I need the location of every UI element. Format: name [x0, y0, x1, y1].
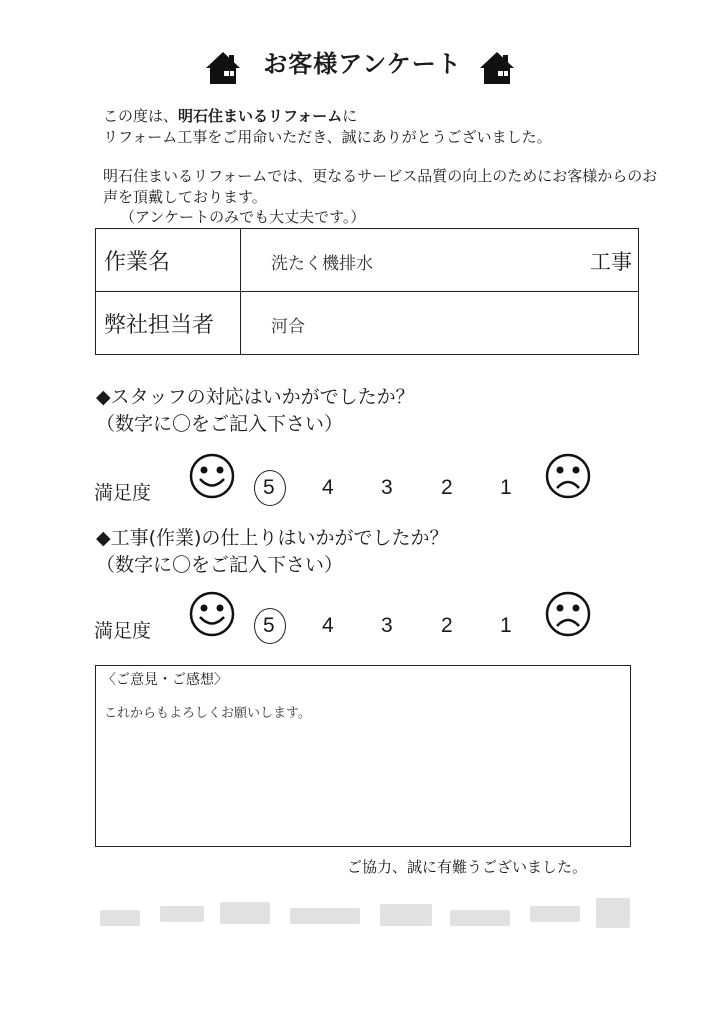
q2-option-2[interactable]: 2: [441, 614, 453, 637]
info-table: [95, 228, 639, 355]
q1-satisfaction-label: 満足度: [94, 482, 152, 504]
thanks-text: ご協力、誠に有難うございました。: [347, 858, 588, 876]
q1-option-5[interactable]: 5: [263, 476, 275, 499]
company-name: 明石住まいるリフォーム: [178, 107, 343, 125]
q1-option-4[interactable]: 4: [322, 476, 334, 499]
staff-value: 河合: [271, 317, 305, 337]
comment-title: 〈ご意見・ご感想〉: [102, 672, 228, 688]
intro-line1-post: に: [342, 107, 358, 125]
work-suffix: 工事: [590, 250, 632, 274]
q1-option-3[interactable]: 3: [381, 476, 393, 499]
staff-row: [96, 292, 639, 355]
q2-instruction: （数字に〇をご記入下さい）: [96, 554, 344, 576]
q1-instruction: （数字に〇をご記入下さい）: [96, 413, 344, 435]
smiley-face-icon: [188, 590, 236, 638]
frowning-face-icon: [544, 590, 592, 638]
intro-text: [103, 106, 552, 148]
comment-text: これからもよろしくお願いします。: [104, 706, 311, 721]
frowning-face-icon: [544, 452, 592, 500]
q1-option-1[interactable]: 1: [500, 476, 512, 499]
intro-line2: リフォーム工事をご用命いただき、誠にありがとうございました。: [103, 128, 552, 146]
page-title: お客様アンケート: [263, 50, 462, 78]
work-row: [96, 229, 639, 292]
faded-footer-mark: [100, 888, 640, 948]
smiley-face-icon: [188, 452, 236, 500]
work-label: 作業名: [96, 229, 241, 292]
intro-line1-pre: この度は、: [103, 107, 179, 125]
q2-question: ◆工事(作業)の仕上りはいかがでしたか？: [96, 527, 449, 549]
work-value: 洗たく機排水: [271, 254, 373, 274]
house-icon: [478, 50, 516, 86]
q1-option-2[interactable]: 2: [441, 476, 453, 499]
staff-label: 弊社担当者: [96, 292, 241, 355]
intro-paragraph: 明石住まいるリフォームでは、更なるサービス品質の向上のためにお客様からのお声を頂戴しております。: [103, 167, 658, 206]
q2-satisfaction-label: 満足度: [94, 620, 152, 642]
intro-note: （アンケートのみでも大丈夫です。）: [120, 208, 366, 226]
q2-option-5[interactable]: 5: [263, 614, 275, 637]
comment-box[interactable]: [95, 665, 631, 847]
q2-option-4[interactable]: 4: [322, 614, 334, 637]
work-value-cell[interactable]: [241, 229, 639, 292]
q2-option-1[interactable]: 1: [500, 614, 512, 637]
q2-option-3[interactable]: 3: [381, 614, 393, 637]
staff-value-cell[interactable]: [241, 292, 639, 355]
q1-question: ◆スタッフの対応はいかがでしたか？: [96, 386, 415, 408]
